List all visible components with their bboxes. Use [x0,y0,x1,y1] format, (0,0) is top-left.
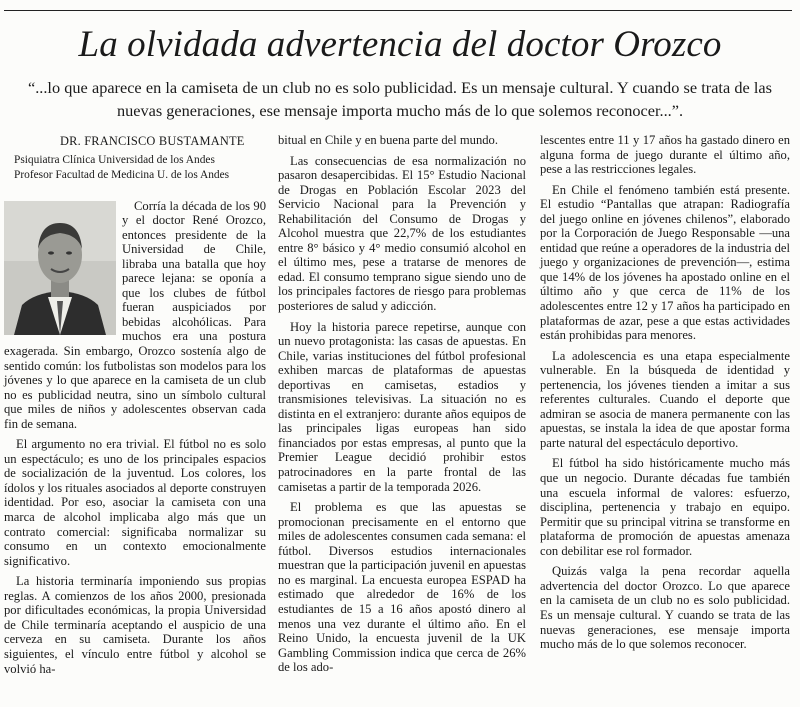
paragraph: Quizás valga la pena recordar aquella advertencia del doctor Orozco. Lo que aparece en la camiseta de un club no es solo publicidad. Es un mensaje cultural. Y cuando se trata de las nuevas generaciones, ese mensaje importa mucho más de lo que solemos reconocer. [540,564,790,652]
column-2 [278,133,526,681]
paragraph: El problema es que las apuestas se promocionan precisamente en el entorno que miles de adolescentes consumen cada semana: el fútbol. Diversos estudios internacionales muestran que la participación juvenil en apuestas no es marginal. La encuesta europea ESPAD ha estimado que alrededor de 16% de los estudiantes de 15 a 16 años apostó dinero al menos una vez durante el último año. En el Reino Unido, la encuesta juvenil de la UK Gambling Commission indica que cerca de 26% de los ado- [278,500,526,675]
paragraph: El argumento no era trivial. El fútbol no es solo un espectáculo; es uno de los principales espacios de socialización de la juventud. Los colores, los ídolos y los rituales asociados al deporte construyen identidad. Por eso, asociar la camiseta con una marca de alcohol implicaba algo más que un contrato comercial: significaba normalizar su consumo en un contexto emocionalmente significativo. [4,437,266,568]
author-affiliation [4,153,266,183]
lead-quote: “...lo que aparece en la camiseta de un club no es solo publicidad. Es un mensaje cultural. Y cuando se trata de las nuevas generaciones, ese mensaje importa mucho más de lo que solemos reconocer...”. [28,78,772,120]
paragraph: El fútbol ha sido históricamente mucho más que un negocio. Durante décadas fue también una escuela informal de valores: esfuerzo, disciplina, pertenencia y trabajo en equipo. Permitir que su principal vitrina se transforme en plataforma de promoción de apuestas amenaza con debilitar ese rol formador. [540,456,790,558]
paragraph: Las consecuencias de esa normalización no pasaron desapercibidas. El 15° Estudio Nacional de Drogas en Población Escolar 2023 del Servicio Nacional para la Prevención y Rehabilitación del Consumo de Drogas y Alcohol muestra que 22,7% de los estudiantes entre 8° básico y 4° medio consumió alcohol en el último mes, pese a tratarse de menores de edad. El consumo temprano sigue siendo uno de los principales factores de riesgo para problemas posteriores de salud y adicción. [278,153,526,314]
author-portrait-icon [4,201,116,335]
affiliation-line-2: Profesor Facultad de Medicina U. de los Andes [14,168,230,181]
paragraph: La adolescencia es una etapa especialmente vulnerable. En la búsqueda de identidad y pertenencia, los jóvenes tienden a imitar a sus referentes culturales. Cuando el deporte que admiran se asocia de manera permanente con las apuestas, se instala la idea de que apostar forma parte natural del espectáculo deportivo. [540,348,790,450]
article-title: La olvidada advertencia del doctor Orozco [78,24,722,65]
column-1 [4,134,266,682]
paragraph: bitual en Chile y en buena parte del mundo. [278,133,498,147]
paragraph: En Chile el fenómeno también está presente. El estudio “Pantallas que atrapan: Radiografía del juego online en jóvenes chilenos”, elaborado por la Corporación de Juego Responsable —una entidad que reúne a operadores de la industria del juego y organizaciones de prevención—, estima que 14% de los jóvenes ha apostado online en el último año y que cerca de 11% de los adolescentes entre 12 y 17 años ha participado en plataformas de azar, pese a que estas actividades están prohibidas para menores. [540,182,790,343]
author-photo [4,201,116,335]
affiliation-line-1: Psiquiatra Clínica Universidad de los Andes [14,153,215,166]
paragraph: Corría la década de los 90 y el doctor René Orozco, entonces presidente de la Universidad de Chile, libraba una batalla que hoy parece lejana: se oponía a que los clubes de fútbol fueran auspiciados por bebidas alcohólicas. Para muchos era una postura exagerada. Sin embargo, Orozco sostenía algo de sentido común: los futbolistas son modelos para los jóvenes y lo que aparece en la camiseta de un club no es publicidad neutra, sino un símbolo cultural que miles de niños y adolescentes observan cada fin de semana. [4,198,266,431]
author-name: DR. FRANCISCO BUSTAMANTE [60,134,245,148]
paragraph: lescentes entre 11 y 17 años ha gastado dinero en alguna forma de juego durante el último año, pese a las restricciones legales. [540,133,790,177]
paragraph: Hoy la historia parece repetirse, aunque con un nuevo protagonista: las casas de apuestas. En Chile, varias instituciones del fútbol profesional exhiben marcas de plataformas de apuestas deportivas en camisetas, estadios y transmisiones televisivas. La situación no es distinta en el extranjero: durante años equipos de las principales ligas europeas han sido financiados por estas empresas, al punto que la Premier League decidió prohibir estos patrocinadores en la parte frontal de las camisetas a partir de la temporada 2026. [278,319,526,494]
header-rule [4,10,792,11]
paragraph: La historia terminaría imponiendo sus propias reglas. A comienzos de los años 2000, presionada por dificultades económicas, la propia Universidad de Chile terminaría aceptando el auspicio de una cerveza en su camiseta. Durante los años siguientes, el vínculo entre fútbol y alcohol se volvió ha- [4,574,266,676]
column-3 [540,133,790,658]
